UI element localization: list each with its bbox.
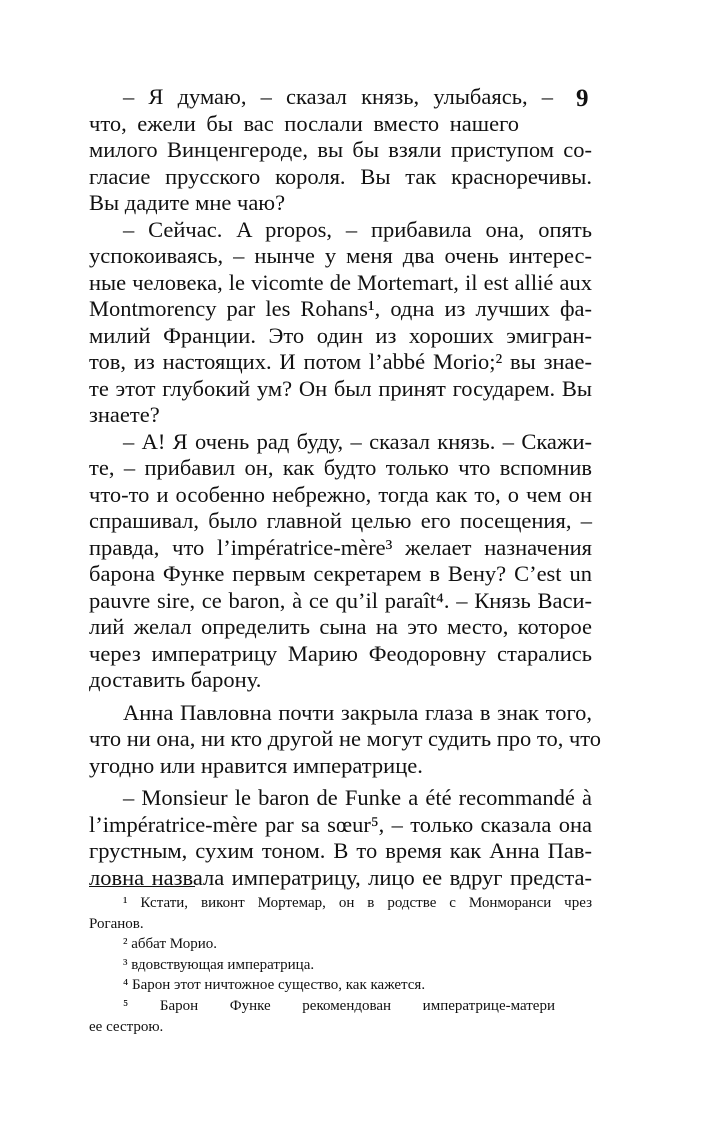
footnote-line: ³ вдовствующая императрица. (123, 956, 315, 973)
text-line: через императрицу Марию Феодоровну старались (89, 640, 592, 666)
text-line: ные человека, le vicomte de Mortemart, il est allié aux (89, 269, 592, 295)
footnote-line: ⁴ Барон этот ничтожное существо, как кажется. (123, 977, 426, 994)
text-line: что-то и особенно небрежно, тогда как то, о чем он (89, 481, 592, 507)
text-line: знаете? (89, 402, 160, 427)
footnote-line: ² аббат Морио. (123, 936, 217, 953)
text-line: pauvre sire, ce baron, à ce qu’il paraît⁴. – Князь Васи- (89, 587, 592, 613)
footnote-divider (89, 886, 195, 887)
text-line: доставить барону. (89, 667, 262, 692)
text-line: что ни она, ни кто другой не могут судить про то, что (89, 726, 602, 751)
body-text (89, 84, 602, 891)
footnote-line: Роганов. (89, 915, 144, 932)
text-line: ловна назвала императрицу, лицо ее вдруг предста- (89, 864, 592, 890)
footnote-line: ⁵ Барон Функе рекомендован императрице-матери (123, 997, 555, 1014)
text-line: спрашивал, было главной целью его посещения, – (89, 508, 592, 533)
text-line: – Monsieur le baron de Funke a été recommandé à (123, 785, 592, 810)
text-line: угодно или нравится императрице. (89, 752, 423, 778)
footnotes (89, 893, 592, 1037)
footnote-line: ¹ Кстати, виконт Мортемар, он в родстве с Монморанси чрез (123, 895, 592, 911)
text-line: лий желал определить сына на это место, которое (89, 614, 592, 639)
text-line: милий Франции. Это один из хороших эмигран- (89, 322, 592, 348)
text-line: успокоиваясь, – нынче у меня два очень интерес- (89, 243, 592, 268)
page-number: 9 (576, 85, 589, 112)
text-line: – А! Я очень рад буду, – сказал князь. – Скажи- (123, 428, 592, 454)
text-line: тов, из настоящих. И потом l’abbé Morio;² вы знае- (89, 349, 592, 374)
text-line: Вы дадите мне чаю? (89, 190, 286, 215)
text-line: милого Винценгероде, вы бы взяли приступом со- (89, 137, 592, 162)
text-line: те, – прибавил он, как будто только что вспомнив (89, 455, 592, 480)
text-line: правда, что l’impératrice-mère³ желает назначения (89, 534, 592, 560)
text-line: барона Функе первым секретарем в Вену? C’est un (89, 561, 592, 586)
text-line: грустным, сухим тоном. В то время как Анна Пав- (89, 838, 592, 863)
text-line: те этот глубокий ум? Он был принят государем. Вы (89, 375, 592, 401)
text-line: Анна Павловна почти закрыла глаза в знак того, (123, 699, 592, 725)
text-line: что, ежели бы вас послали вместо нашего (89, 110, 519, 136)
text-line: – Сейчас. A propos, – прибавила она, опять (123, 216, 592, 242)
text-line: Montmorency par les Rohans¹, одна из лучших фа- (89, 296, 592, 321)
text-line: – Я думаю, – сказал князь, улыбаясь, – (123, 84, 553, 109)
footnote-line: ее сестрою. (89, 1018, 164, 1035)
text-line: гласие прусского короля. Вы так красноречивы. (89, 163, 592, 189)
text-line: l’impératrice-mère par sa sœur⁵, – только сказала она (89, 811, 592, 837)
